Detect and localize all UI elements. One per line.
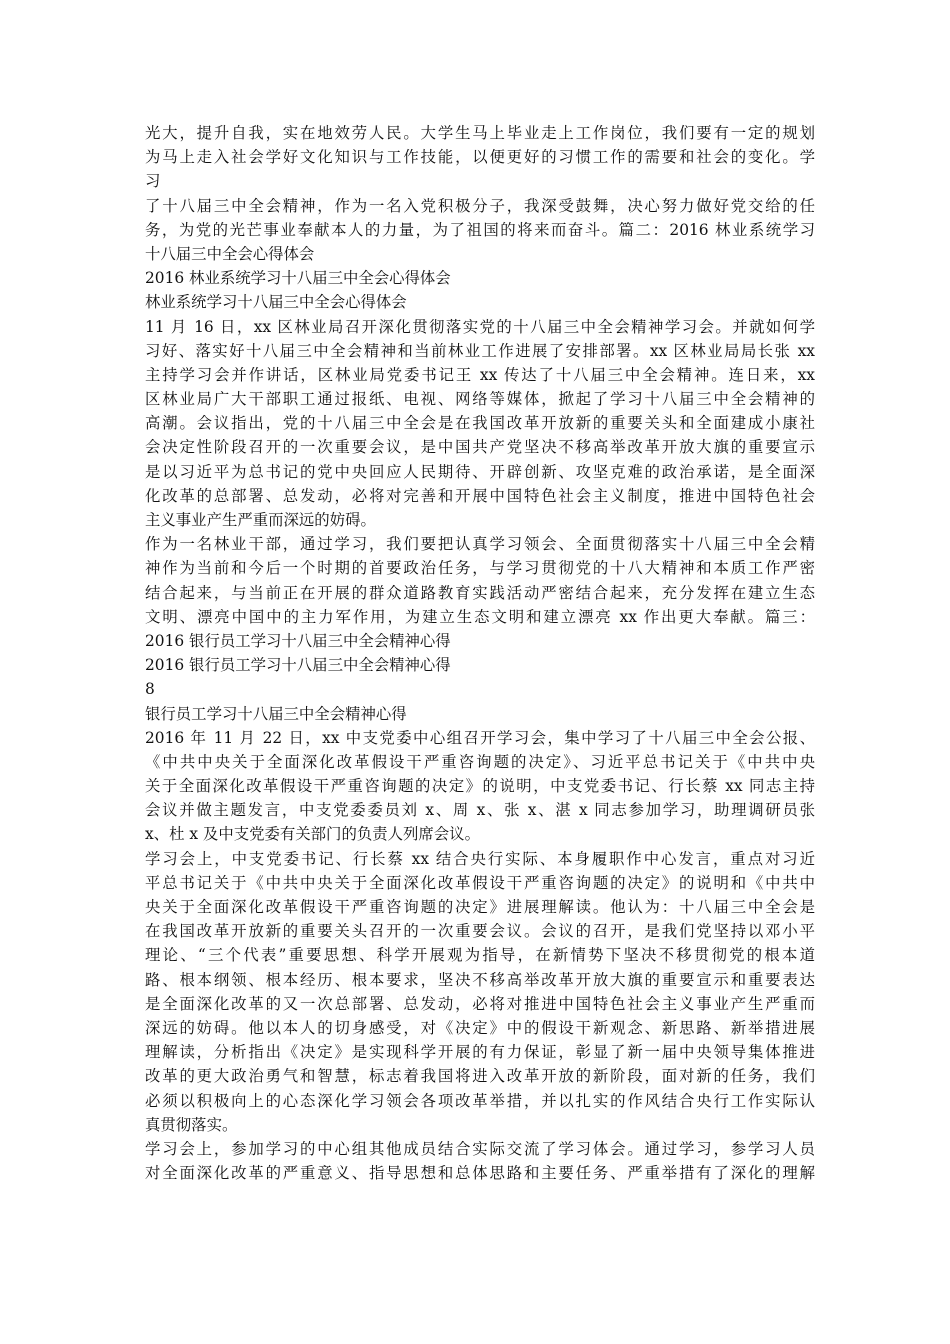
- text-line: 2016 银行员工学习十八届三中全会精神心得: [145, 631, 451, 650]
- text-line: 必须以积极向上的心态深化学习领会各项改革举措，并以扎实的作风结合央行工作实际认: [145, 1091, 815, 1110]
- text-line: 是以习近平为总书记的党中央回应人民期待、开辟创新、攻坚克难的政治承诺，是全面深: [145, 462, 815, 481]
- text-line: 是全面深化改革的又一次总部署、总发动，必将对推进中国特色社会主义事业产生严重而: [145, 994, 815, 1013]
- text-line: 为马上走入社会学好文化知识与工作技能，以便更好的习惯工作的需要和社会的变化。学: [145, 148, 815, 167]
- text-line: 深远的妨碍。他以本人的切身感受，对《决定》中的假设干新观念、新思路、新举措进展: [145, 1018, 815, 1037]
- text-line: 光大，提升自我，实在地效劳人民。大学生马上毕业走上工作岗位，我们要有一定的规划: [145, 124, 815, 142]
- text-line: 在我国改革开放新的重要关头召开的一次重要会议。会议的召开，是我们党坚持以邓小平: [145, 922, 815, 941]
- text-line: 路、根本纲领、根本经历、根本要求，坚决不移高举改革开放大旗的重要宣示和重要表达: [145, 970, 815, 989]
- text-line: 平总书记关于《中共中央关于全面深化改革假设干严重咨询题的决定》的说明和《中共中: [145, 873, 815, 892]
- text-line: 了十八届三中全会精神，作为一名入党积极分子，我深受鼓舞，决心努力做好党交给的任: [145, 196, 815, 215]
- text-line: 对全面深化改革的严重意义、指导思想和总体思路和主要任务、严重举措有了深化的理解: [145, 1164, 815, 1183]
- text-line: x、杜 x 及中支党委有关部门的负责人列席会议。: [145, 825, 480, 844]
- text-line: 央关于全面深化改革假设干严重咨询题的决定》进展理解读。他认为：十八届三中全会是: [145, 898, 815, 916]
- text-line: 会决定性阶段召开的一次重要会议，是中国共产党坚决不移高举改革开放大旗的重要宣示: [145, 438, 815, 457]
- text-line: 2016 年 11 月 22 日，xx 中支党委中心组召开学习会，集中学习了十八届三中全会公报、: [145, 728, 815, 747]
- text-line: 2016 银行员工学习十八届三中全会精神心得: [145, 656, 451, 675]
- text-line: 高潮。会议指出，党的十八届三中全会是在我国改革开放新的重要关头和全面建成小康社: [145, 414, 815, 433]
- text-line: 化改革的总部署、总发动，必将对完善和开展中国特色社会主义制度，推进中国特色社会: [145, 486, 815, 505]
- text-line: 关于全面深化改革假设干严重咨询题的决定》的说明，中支党委书记、行长蔡 xx 同志主持: [145, 777, 815, 796]
- text-line: 理解读，分析指出《决定》是实现科学开展的有力保证，彰显了新一届中央领导集体推进: [145, 1043, 815, 1062]
- text-line: 学习会上，参加学习的中心组其他成员结合实际交流了学习体会。通过学习，参学习人员: [145, 1139, 815, 1158]
- text-line: 林业系统学习十八届三中全会心得体会: [145, 293, 407, 312]
- text-line: 真贯彻落实。: [145, 1115, 238, 1134]
- text-line: 8: [145, 680, 155, 699]
- text-line: 习好、落实好十八届三中全会精神和当前林业工作进展了安排部署。xx 区林业局局长张 xx: [145, 341, 815, 360]
- text-line: 作为一名林业干部，通过学习，我们要把认真学习领会、全面贯彻落实十八届三中全会精: [145, 535, 815, 554]
- text-line: 主义事业产生严重而深远的妨碍。: [145, 511, 376, 529]
- document-body: [145, 121, 815, 1185]
- text-line: 十八届三中全会心得体会: [145, 244, 315, 263]
- text-line: 文明、漂亮中国中的主力军作用，为建立生态文明和建立漂亮 xx 作出更大奉献。篇三：: [145, 607, 815, 626]
- text-line: 理论、“三个代表”重要思想、科学开展观为指导，在新情势下坚决不移贯彻党的根本道: [145, 946, 815, 965]
- text-line: 务，为党的光芒事业奉献本人的力量，为了祖国的将来而奋斗。篇二：2016 林业系统学习: [145, 220, 815, 239]
- text-line: 《中共中央关于全面深化改革假设干严重咨询题的决定》、习近平总书记关于《中共中央: [145, 752, 815, 771]
- text-line: 改革的更大政治勇气和智慧，标志着我国将进入改革开放的新阶段，面对新的任务，我们: [145, 1067, 815, 1086]
- text-line: 区林业局广大干部职工通过报纸、电视、网络等媒体，掀起了学习十八届三中全会精神的: [145, 390, 815, 409]
- text-line: 学习会上，中支党委书记、行长蔡 xx 结合央行实际、本身履职作中心发言，重点对习近: [145, 849, 815, 868]
- text-line: 习: [145, 172, 161, 191]
- text-line: 2016 林业系统学习十八届三中全会心得体会: [145, 269, 451, 288]
- text-line: 神作为当前和今后一个时期的首要政治任务，与学习贯彻党的十八大精神和本质工作严密: [145, 559, 815, 578]
- text-line: 银行员工学习十八届三中全会精神心得: [145, 704, 407, 723]
- text-line: 结合起来，与当前正在开展的群众道路教育实践活动严密结合起来，充分发挥在建立生态: [145, 583, 815, 602]
- text-line: 主持学习会并作讲话，区林业局党委书记王 xx 传达了十八届三中全会精神。连日来，xx: [145, 365, 815, 384]
- text-line: 会议并做主题发言，中支党委委员刘 x、周 x、张 x、湛 x 同志参加学习，助理调研员张: [145, 801, 815, 820]
- text-line: 11 月 16 日，xx 区林业局召开深化贯彻落实党的十八届三中全会精神学习会。并就如何学: [145, 317, 815, 336]
